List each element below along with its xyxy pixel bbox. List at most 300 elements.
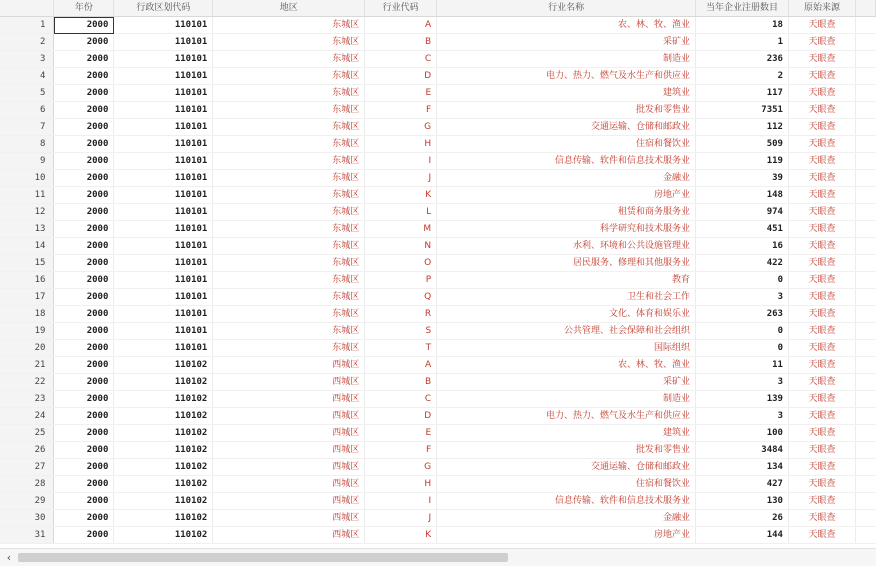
industry-code-cell[interactable]: P — [365, 272, 437, 289]
industry-name-cell[interactable]: 信息传输、软件和信息技术服务业 — [437, 493, 696, 510]
industry-code-cell[interactable]: C — [365, 51, 437, 68]
industry-name-cell[interactable]: 住宿和餐饮业 — [437, 136, 696, 153]
region-cell[interactable]: 西城区 — [213, 459, 365, 476]
year-cell[interactable]: 2000 — [54, 272, 114, 289]
industry-code-cell[interactable]: D — [365, 408, 437, 425]
table-row[interactable] — [0, 459, 876, 476]
source-cell[interactable]: 天眼查 — [788, 289, 855, 306]
admin-code-cell[interactable]: 110101 — [114, 289, 213, 306]
admin-code-cell[interactable]: 110102 — [114, 408, 213, 425]
admin-code-cell[interactable]: 110102 — [114, 476, 213, 493]
admin-code-cell[interactable]: 110102 — [114, 425, 213, 442]
industry-code-cell[interactable]: G — [365, 459, 437, 476]
table-row[interactable] — [0, 306, 876, 323]
source-cell[interactable]: 天眼查 — [788, 391, 855, 408]
region-cell[interactable]: 东城区 — [213, 51, 365, 68]
industry-name-cell[interactable]: 采矿业 — [437, 374, 696, 391]
source-cell[interactable]: 天眼查 — [788, 272, 855, 289]
region-cell[interactable]: 东城区 — [213, 238, 365, 255]
industry-code-cell[interactable]: L — [365, 204, 437, 221]
header-year[interactable]: 年份 — [54, 0, 114, 17]
registration-count-cell[interactable]: 18 — [696, 17, 789, 34]
region-cell[interactable]: 东城区 — [213, 170, 365, 187]
industry-name-cell[interactable]: 农、林、牧、渔业 — [437, 17, 696, 34]
table-row[interactable] — [0, 357, 876, 374]
table-row[interactable] — [0, 493, 876, 510]
industry-code-cell[interactable]: G — [365, 119, 437, 136]
industry-name-cell[interactable]: 农、林、牧、渔业 — [437, 357, 696, 374]
industry-name-cell[interactable]: 科学研究和技术服务业 — [437, 221, 696, 238]
registration-count-cell[interactable]: 100 — [696, 425, 789, 442]
admin-code-cell[interactable]: 110102 — [114, 459, 213, 476]
source-cell[interactable]: 天眼查 — [788, 459, 855, 476]
source-cell[interactable]: 天眼查 — [788, 119, 855, 136]
industry-code-cell[interactable]: C — [365, 391, 437, 408]
year-cell[interactable]: 2000 — [54, 323, 114, 340]
registration-count-cell[interactable]: 974 — [696, 204, 789, 221]
table-row[interactable] — [0, 85, 876, 102]
year-cell[interactable]: 2000 — [54, 510, 114, 527]
row-index-cell[interactable]: 19 — [0, 323, 54, 340]
admin-code-cell[interactable]: 110101 — [114, 204, 213, 221]
admin-code-cell[interactable]: 110102 — [114, 442, 213, 459]
region-cell[interactable]: 西城区 — [213, 408, 365, 425]
year-cell[interactable]: 2000 — [54, 527, 114, 544]
year-cell[interactable]: 2000 — [54, 136, 114, 153]
row-index-cell[interactable]: 12 — [0, 204, 54, 221]
region-cell[interactable]: 东城区 — [213, 221, 365, 238]
industry-name-cell[interactable]: 文化、体育和娱乐业 — [437, 306, 696, 323]
admin-code-cell[interactable]: 110101 — [114, 255, 213, 272]
registration-count-cell[interactable]: 263 — [696, 306, 789, 323]
admin-code-cell[interactable]: 110101 — [114, 187, 213, 204]
table-row[interactable] — [0, 34, 876, 51]
year-cell[interactable]: 2000 — [54, 476, 114, 493]
region-cell[interactable]: 西城区 — [213, 391, 365, 408]
source-cell[interactable]: 天眼查 — [788, 238, 855, 255]
industry-name-cell[interactable]: 金融业 — [437, 510, 696, 527]
table-row[interactable] — [0, 510, 876, 527]
table-row[interactable] — [0, 136, 876, 153]
industry-name-cell[interactable]: 建筑业 — [437, 425, 696, 442]
row-index-cell[interactable]: 23 — [0, 391, 54, 408]
header-source[interactable]: 原始来源 — [788, 0, 855, 17]
industry-code-cell[interactable]: F — [365, 442, 437, 459]
year-cell[interactable]: 2000 — [54, 68, 114, 85]
row-filler-cell — [855, 272, 875, 289]
region-cell[interactable]: 西城区 — [213, 374, 365, 391]
region-cell[interactable]: 东城区 — [213, 68, 365, 85]
table-row[interactable] — [0, 255, 876, 272]
admin-code-cell[interactable]: 110102 — [114, 374, 213, 391]
table-row[interactable] — [0, 442, 876, 459]
table-row[interactable] — [0, 425, 876, 442]
year-cell[interactable]: 2000 — [54, 34, 114, 51]
source-cell[interactable]: 天眼查 — [788, 170, 855, 187]
admin-code-cell[interactable]: 110102 — [114, 391, 213, 408]
registration-count-cell[interactable]: 427 — [696, 476, 789, 493]
industry-code-cell[interactable]: T — [365, 340, 437, 357]
row-index-cell[interactable]: 17 — [0, 289, 54, 306]
admin-code-cell[interactable]: 110102 — [114, 510, 213, 527]
source-cell[interactable]: 天眼查 — [788, 493, 855, 510]
source-cell[interactable]: 天眼查 — [788, 17, 855, 34]
source-cell[interactable]: 天眼查 — [788, 357, 855, 374]
row-filler-cell — [855, 323, 875, 340]
year-cell[interactable]: 2000 — [54, 306, 114, 323]
admin-code-cell[interactable]: 110102 — [114, 493, 213, 510]
registration-count-cell[interactable]: 0 — [696, 272, 789, 289]
registration-count-cell[interactable]: 422 — [696, 255, 789, 272]
industry-code-cell[interactable]: N — [365, 238, 437, 255]
industry-code-cell[interactable]: A — [365, 17, 437, 34]
source-cell[interactable]: 天眼查 — [788, 340, 855, 357]
table-row[interactable] — [0, 51, 876, 68]
row-index-cell[interactable]: 5 — [0, 85, 54, 102]
industry-code-cell[interactable]: I — [365, 153, 437, 170]
region-cell[interactable]: 东城区 — [213, 306, 365, 323]
industry-name-cell[interactable]: 公共管理、社会保障和社会组织 — [437, 323, 696, 340]
admin-code-cell[interactable]: 110101 — [114, 221, 213, 238]
registration-count-cell[interactable]: 119 — [696, 153, 789, 170]
registration-count-cell[interactable]: 139 — [696, 391, 789, 408]
region-cell[interactable]: 东城区 — [213, 323, 365, 340]
grid-body — [0, 17, 876, 544]
industry-name-cell[interactable]: 电力、热力、燃气及水生产和供应业 — [437, 68, 696, 85]
table-row[interactable] — [0, 170, 876, 187]
header-region[interactable]: 地区 — [213, 0, 365, 17]
row-filler-cell — [855, 102, 875, 119]
year-cell[interactable]: 2000 — [54, 85, 114, 102]
admin-code-cell[interactable]: 110101 — [114, 34, 213, 51]
registration-count-cell[interactable]: 509 — [696, 136, 789, 153]
industry-code-cell[interactable]: D — [365, 68, 437, 85]
registration-count-cell[interactable]: 144 — [696, 527, 789, 544]
table-row[interactable] — [0, 238, 876, 255]
region-cell[interactable]: 西城区 — [213, 493, 365, 510]
region-cell[interactable]: 西城区 — [213, 357, 365, 374]
industry-name-cell[interactable]: 住宿和餐饮业 — [437, 476, 696, 493]
row-filler-cell — [855, 476, 875, 493]
row-index-cell[interactable]: 8 — [0, 136, 54, 153]
year-cell[interactable]: 2000 — [54, 408, 114, 425]
year-cell[interactable]: 2000 — [54, 102, 114, 119]
admin-code-cell[interactable]: 110101 — [114, 272, 213, 289]
region-cell[interactable]: 东城区 — [213, 34, 365, 51]
region-cell[interactable]: 东城区 — [213, 17, 365, 34]
region-cell[interactable]: 西城区 — [213, 476, 365, 493]
row-filler-cell — [855, 51, 875, 68]
row-index-cell[interactable]: 4 — [0, 68, 54, 85]
row-index-cell[interactable]: 26 — [0, 442, 54, 459]
registration-count-cell[interactable]: 7351 — [696, 102, 789, 119]
source-cell[interactable]: 天眼查 — [788, 323, 855, 340]
source-cell[interactable]: 天眼查 — [788, 425, 855, 442]
row-index-cell[interactable]: 10 — [0, 170, 54, 187]
industry-name-cell[interactable]: 批发和零售业 — [437, 442, 696, 459]
registration-count-cell[interactable]: 11 — [696, 357, 789, 374]
registration-count-cell[interactable]: 134 — [696, 459, 789, 476]
row-index-cell[interactable]: 15 — [0, 255, 54, 272]
region-cell[interactable]: 东城区 — [213, 119, 365, 136]
table-row[interactable] — [0, 221, 876, 238]
industry-code-cell[interactable]: B — [365, 34, 437, 51]
table-row[interactable] — [0, 153, 876, 170]
header-registration-count[interactable]: 当年企业注册数目 — [696, 0, 789, 17]
year-cell[interactable]: 2000 — [54, 391, 114, 408]
registration-count-cell[interactable]: 130 — [696, 493, 789, 510]
year-cell[interactable]: 2000 — [54, 340, 114, 357]
source-cell[interactable]: 天眼查 — [788, 306, 855, 323]
industry-code-cell[interactable]: S — [365, 323, 437, 340]
admin-code-cell[interactable]: 110101 — [114, 85, 213, 102]
industry-name-cell[interactable]: 租赁和商务服务业 — [437, 204, 696, 221]
admin-code-cell[interactable]: 110101 — [114, 153, 213, 170]
year-cell[interactable]: 2000 — [54, 459, 114, 476]
year-cell[interactable]: 2000 — [54, 442, 114, 459]
source-cell[interactable]: 天眼查 — [788, 374, 855, 391]
industry-name-cell[interactable]: 批发和零售业 — [437, 102, 696, 119]
row-index-cell[interactable]: 22 — [0, 374, 54, 391]
year-cell[interactable]: 2000 — [54, 374, 114, 391]
header-industry-name[interactable]: 行业名称 — [437, 0, 696, 17]
admin-code-cell[interactable]: 110101 — [114, 68, 213, 85]
industry-name-cell[interactable]: 金融业 — [437, 170, 696, 187]
table-row[interactable] — [0, 187, 876, 204]
row-index-cell[interactable]: 27 — [0, 459, 54, 476]
year-cell[interactable]: 2000 — [54, 17, 114, 34]
registration-count-cell[interactable]: 236 — [696, 51, 789, 68]
admin-code-cell[interactable]: 110101 — [114, 17, 213, 34]
industry-code-cell[interactable]: E — [365, 85, 437, 102]
industry-code-cell[interactable]: Q — [365, 289, 437, 306]
industry-code-cell[interactable]: H — [365, 136, 437, 153]
year-cell[interactable]: 2000 — [54, 255, 114, 272]
scroll-left-arrow-icon[interactable]: ‹ — [6, 551, 12, 564]
row-index-cell[interactable]: 24 — [0, 408, 54, 425]
admin-code-cell[interactable]: 110102 — [114, 527, 213, 544]
industry-name-cell[interactable]: 教育 — [437, 272, 696, 289]
admin-code-cell[interactable]: 110101 — [114, 119, 213, 136]
year-cell[interactable]: 2000 — [54, 170, 114, 187]
industry-name-cell[interactable]: 国际组织 — [437, 340, 696, 357]
row-index-cell[interactable]: 21 — [0, 357, 54, 374]
admin-code-cell[interactable]: 110101 — [114, 170, 213, 187]
source-cell[interactable]: 天眼查 — [788, 408, 855, 425]
industry-name-cell[interactable]: 交通运输、仓储和邮政业 — [437, 119, 696, 136]
row-index-cell[interactable]: 1 — [0, 17, 54, 34]
registration-count-cell[interactable]: 26 — [696, 510, 789, 527]
registration-count-cell[interactable]: 0 — [696, 323, 789, 340]
row-index-cell[interactable]: 29 — [0, 493, 54, 510]
region-cell[interactable]: 东城区 — [213, 272, 365, 289]
year-cell[interactable]: 2000 — [54, 221, 114, 238]
year-cell[interactable]: 2000 — [54, 493, 114, 510]
admin-code-cell[interactable]: 110101 — [114, 323, 213, 340]
industry-name-cell[interactable]: 制造业 — [437, 51, 696, 68]
table-row[interactable] — [0, 204, 876, 221]
table-row[interactable] — [0, 408, 876, 425]
registration-count-cell[interactable]: 112 — [696, 119, 789, 136]
admin-code-cell[interactable]: 110101 — [114, 238, 213, 255]
region-cell[interactable]: 东城区 — [213, 85, 365, 102]
table-row[interactable] — [0, 68, 876, 85]
row-index-cell[interactable]: 7 — [0, 119, 54, 136]
row-index-cell[interactable]: 11 — [0, 187, 54, 204]
region-cell[interactable]: 东城区 — [213, 204, 365, 221]
row-index-cell[interactable]: 18 — [0, 306, 54, 323]
industry-code-cell[interactable]: H — [365, 476, 437, 493]
source-cell[interactable]: 天眼查 — [788, 85, 855, 102]
industry-code-cell[interactable]: F — [365, 102, 437, 119]
source-cell[interactable]: 天眼查 — [788, 102, 855, 119]
source-cell[interactable]: 天眼查 — [788, 510, 855, 527]
row-filler-cell — [855, 459, 875, 476]
table-row[interactable] — [0, 476, 876, 493]
table-row[interactable] — [0, 391, 876, 408]
row-index-cell[interactable]: 13 — [0, 221, 54, 238]
registration-count-cell[interactable]: 3484 — [696, 442, 789, 459]
source-cell[interactable]: 天眼查 — [788, 476, 855, 493]
registration-count-cell[interactable]: 39 — [696, 170, 789, 187]
year-cell[interactable]: 2000 — [54, 357, 114, 374]
registration-count-cell[interactable]: 148 — [696, 187, 789, 204]
registration-count-cell[interactable]: 1 — [696, 34, 789, 51]
industry-name-cell[interactable]: 建筑业 — [437, 85, 696, 102]
year-cell[interactable]: 2000 — [54, 51, 114, 68]
registration-count-cell[interactable]: 0 — [696, 340, 789, 357]
row-filler-cell — [855, 289, 875, 306]
year-cell[interactable]: 2000 — [54, 204, 114, 221]
industry-name-cell[interactable]: 采矿业 — [437, 34, 696, 51]
region-cell[interactable]: 东城区 — [213, 289, 365, 306]
row-index-cell[interactable]: 3 — [0, 51, 54, 68]
industry-name-cell[interactable]: 水利、环境和公共设施管理业 — [437, 238, 696, 255]
table-row[interactable] — [0, 289, 876, 306]
admin-code-cell[interactable]: 110101 — [114, 102, 213, 119]
industry-code-cell[interactable]: K — [365, 527, 437, 544]
industry-code-cell[interactable]: M — [365, 221, 437, 238]
industry-name-cell[interactable]: 房地产业 — [437, 187, 696, 204]
industry-name-cell[interactable]: 房地产业 — [437, 527, 696, 544]
source-cell[interactable]: 天眼查 — [788, 204, 855, 221]
source-cell[interactable]: 天眼查 — [788, 136, 855, 153]
admin-code-cell[interactable]: 110101 — [114, 340, 213, 357]
region-cell[interactable]: 东城区 — [213, 187, 365, 204]
source-cell[interactable]: 天眼查 — [788, 527, 855, 544]
registration-count-cell[interactable]: 3 — [696, 408, 789, 425]
table-row[interactable] — [0, 119, 876, 136]
row-index-cell[interactable]: 25 — [0, 425, 54, 442]
region-cell[interactable]: 西城区 — [213, 510, 365, 527]
admin-code-cell[interactable]: 110102 — [114, 357, 213, 374]
industry-code-cell[interactable]: E — [365, 425, 437, 442]
row-index-cell[interactable]: 16 — [0, 272, 54, 289]
industry-code-cell[interactable]: J — [365, 170, 437, 187]
registration-count-cell[interactable]: 451 — [696, 221, 789, 238]
industry-code-cell[interactable]: K — [365, 187, 437, 204]
industry-code-cell[interactable]: I — [365, 493, 437, 510]
table-row[interactable] — [0, 323, 876, 340]
row-index-cell[interactable]: 31 — [0, 527, 54, 544]
year-cell[interactable]: 2000 — [54, 238, 114, 255]
source-cell[interactable]: 天眼查 — [788, 34, 855, 51]
table-row[interactable] — [0, 102, 876, 119]
industry-name-cell[interactable]: 电力、热力、燃气及水生产和供应业 — [437, 408, 696, 425]
row-index-cell[interactable]: 6 — [0, 102, 54, 119]
region-cell[interactable]: 东城区 — [213, 153, 365, 170]
industry-code-cell[interactable]: J — [365, 510, 437, 527]
row-index-cell[interactable]: 2 — [0, 34, 54, 51]
table-row[interactable] — [0, 374, 876, 391]
table-row[interactable] — [0, 17, 876, 34]
registration-count-cell[interactable]: 3 — [696, 374, 789, 391]
source-cell[interactable]: 天眼查 — [788, 221, 855, 238]
region-cell[interactable]: 西城区 — [213, 425, 365, 442]
registration-count-cell[interactable]: 117 — [696, 85, 789, 102]
industry-code-cell[interactable]: B — [365, 374, 437, 391]
row-filler-cell — [855, 425, 875, 442]
region-cell[interactable]: 东城区 — [213, 136, 365, 153]
row-index-cell[interactable]: 14 — [0, 238, 54, 255]
row-index-cell[interactable]: 28 — [0, 476, 54, 493]
region-cell[interactable]: 东城区 — [213, 255, 365, 272]
source-cell[interactable]: 天眼查 — [788, 68, 855, 85]
table-row[interactable] — [0, 272, 876, 289]
row-index-cell[interactable]: 20 — [0, 340, 54, 357]
industry-code-cell[interactable]: A — [365, 357, 437, 374]
region-cell[interactable]: 西城区 — [213, 527, 365, 544]
industry-name-cell[interactable]: 居民服务、修理和其他服务业 — [437, 255, 696, 272]
source-cell[interactable]: 天眼查 — [788, 187, 855, 204]
source-cell[interactable]: 天眼查 — [788, 153, 855, 170]
row-index-cell[interactable]: 9 — [0, 153, 54, 170]
row-index-cell[interactable]: 30 — [0, 510, 54, 527]
header-row-index[interactable] — [0, 0, 54, 17]
admin-code-cell[interactable]: 110101 — [114, 51, 213, 68]
year-cell[interactable]: 2000 — [54, 425, 114, 442]
region-cell[interactable]: 东城区 — [213, 340, 365, 357]
industry-code-cell[interactable]: O — [365, 255, 437, 272]
registration-count-cell[interactable]: 2 — [696, 68, 789, 85]
table-row[interactable] — [0, 527, 876, 544]
industry-name-cell[interactable]: 信息传输、软件和信息技术服务业 — [437, 153, 696, 170]
scrollbar-thumb[interactable] — [18, 553, 508, 562]
source-cell[interactable]: 天眼查 — [788, 51, 855, 68]
header-admin-code[interactable]: 行政区划代码 — [114, 0, 213, 17]
year-cell[interactable]: 2000 — [54, 153, 114, 170]
industry-name-cell[interactable]: 交通运输、仓储和邮政业 — [437, 459, 696, 476]
header-industry-code[interactable]: 行业代码 — [365, 0, 437, 17]
region-cell[interactable]: 西城区 — [213, 442, 365, 459]
year-cell[interactable]: 2000 — [54, 289, 114, 306]
year-cell[interactable]: 2000 — [54, 187, 114, 204]
row-filler-cell — [855, 442, 875, 459]
table-row[interactable] — [0, 340, 876, 357]
registration-count-cell[interactable]: 3 — [696, 289, 789, 306]
year-cell[interactable]: 2000 — [54, 119, 114, 136]
source-cell[interactable]: 天眼查 — [788, 442, 855, 459]
registration-count-cell[interactable]: 16 — [696, 238, 789, 255]
industry-name-cell[interactable]: 卫生和社会工作 — [437, 289, 696, 306]
industry-name-cell[interactable]: 制造业 — [437, 391, 696, 408]
source-cell[interactable]: 天眼查 — [788, 255, 855, 272]
admin-code-cell[interactable]: 110101 — [114, 306, 213, 323]
industry-code-cell[interactable]: R — [365, 306, 437, 323]
region-cell[interactable]: 东城区 — [213, 102, 365, 119]
admin-code-cell[interactable]: 110101 — [114, 136, 213, 153]
horizontal-scrollbar[interactable] — [0, 548, 876, 566]
